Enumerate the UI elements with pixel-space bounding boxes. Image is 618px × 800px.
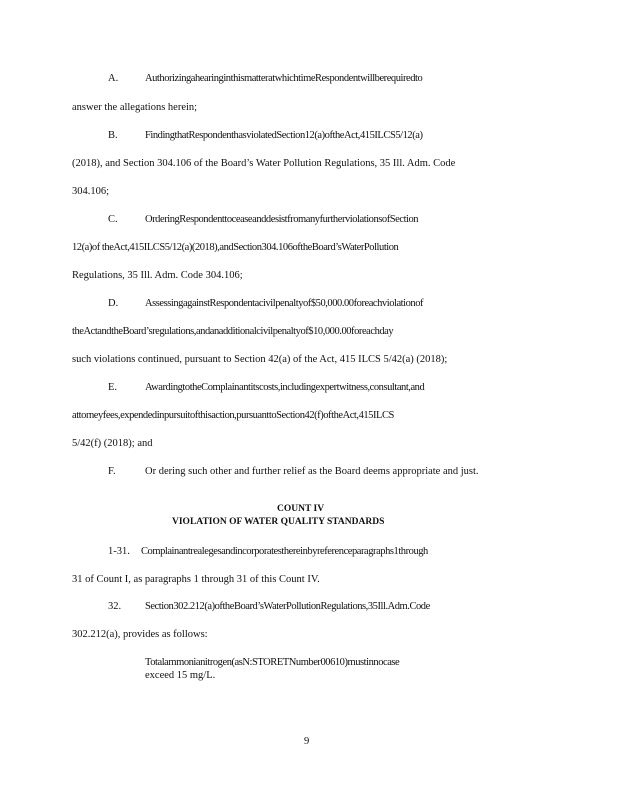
quote-line: Totalammonianitrogen(asN:STORETNumber00610)mustinnocase — [145, 657, 400, 668]
item-letter: A. — [108, 73, 119, 84]
item-letter: F. — [108, 466, 116, 477]
item-letter: E. — [108, 382, 118, 393]
item-text-line: answer the allegations herein; — [72, 102, 198, 113]
item-text-line: attorneyfees,expendedinpursuitofthisaction,pursuanttoSection42(f)oftheAct,415ILCS — [72, 410, 394, 421]
count-subtitle: VIOLATION OF WATER QUALITY STANDARDS — [172, 517, 385, 527]
item-text-line: AwardingtotheComplainantitscosts,includingexpertwitness,consultant,and — [145, 382, 425, 393]
paragraph-text-line: Complainantrealegesandincorporatesthereinbyreferenceparagraphs1through — [141, 546, 428, 557]
page-number: 9 — [304, 736, 310, 747]
paragraph-number: 1-31. — [108, 546, 130, 557]
item-text-line: Or dering such other and further relief as the Board deems appropriate and just. — [145, 466, 479, 477]
item-text-line: theActandtheBoard’sregulations,andanadditionalcivilpenaltyof$10,000.00foreachday — [72, 326, 394, 337]
item-letter: D. — [108, 298, 119, 309]
item-letter: B. — [108, 130, 118, 141]
item-text-line: 12(a)of theAct,415ILCS5/12(a)(2018),andSection304.106oftheBoard’sWaterPollution — [72, 242, 399, 253]
quote-line: exceed 15 mg/L. — [145, 670, 216, 681]
item-text-line: such violations continued, pursuant to Section 42(a) of the Act, 415 ILCS 5/42(a) (2018); — [72, 354, 448, 365]
item-text-line: 5/42(f) (2018); and — [72, 438, 153, 449]
item-text-line: AssessingagainstRespondentacivilpenaltyof$50,000.00foreachviolationof — [145, 298, 424, 309]
paragraph-text-line: Section302.212(a)oftheBoard’sWaterPollutionRegulations,35Ill.Adm.Code — [145, 601, 430, 612]
item-text-line: OrderingRespondenttoceaseanddesistfromanyfurtherviolationsofSection — [145, 214, 419, 225]
item-text-line: (2018), and Section 304.106 of the Board’s Water Pollution Regulations, 35 Ill. Adm. Code — [72, 158, 456, 169]
paragraph-text-line: 31 of Count I, as paragraphs 1 through 31 of this Count IV. — [72, 574, 320, 585]
item-letter: C. — [108, 214, 118, 225]
item-text-line: 304.106; — [72, 186, 110, 197]
count-title: COUNT IV — [277, 504, 325, 514]
item-text-line: Regulations, 35 Ill. Adm. Code 304.106; — [72, 270, 243, 281]
item-text-line: AuthorizingahearinginthismatteratwhichtimeRespondentwillberequiredto — [145, 73, 423, 84]
item-text-line: FindingthatRespondenthasviolatedSection12(a)oftheAct,415ILCS5/12(a) — [145, 130, 423, 141]
paragraph-number: 32. — [108, 601, 122, 612]
paragraph-text-line: 302.212(a), provides as follows: — [72, 629, 208, 640]
